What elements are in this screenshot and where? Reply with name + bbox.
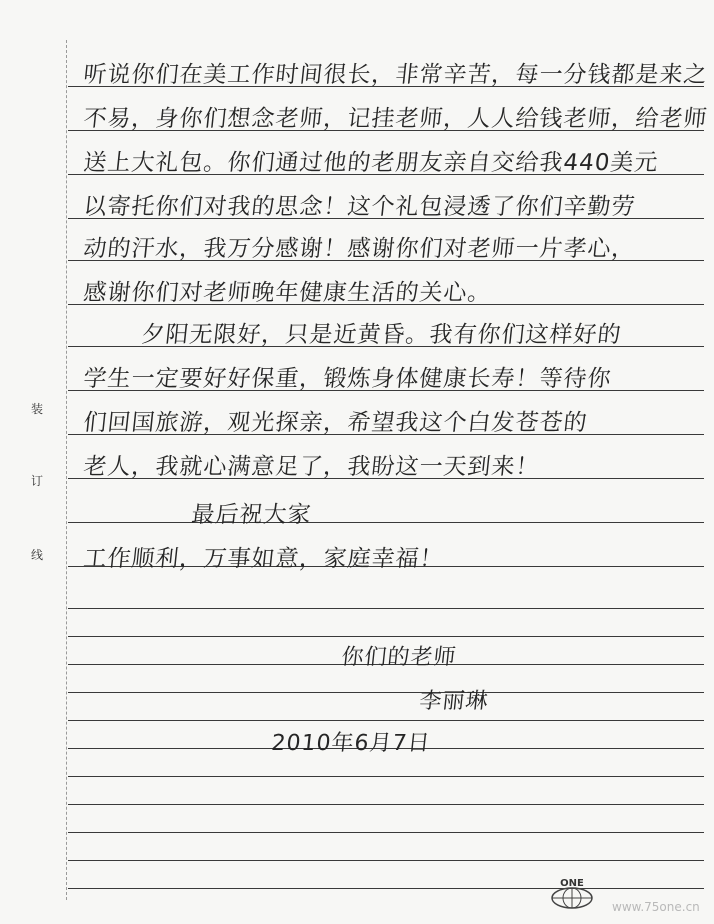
ruled-line — [68, 776, 704, 777]
logo-text: ONE — [560, 878, 584, 889]
ruled-line — [68, 608, 704, 609]
watermark: www.75one.cn — [612, 900, 700, 914]
ruled-line — [68, 522, 704, 523]
letter-line-4: 以寄托你们对我的思念！这个礼包浸透了你们辛勤劳 — [82, 194, 637, 220]
ruled-line — [68, 720, 704, 721]
one-logo-icon — [548, 876, 596, 910]
letter-line-11: 最后祝大家 — [190, 502, 313, 528]
letter-line-5: 动的汗水，我万分感谢！感谢你们对老师一片孝心， — [82, 236, 637, 262]
ruled-line — [68, 804, 704, 805]
ruled-line — [68, 888, 704, 889]
letter-line-2: 不易，身你们想念老师，记挂老师，人人给钱老师，给老师 — [82, 106, 709, 132]
binding-mark-1: 装 — [30, 402, 43, 416]
letter-line-8: 学生一定要好好保重，锻炼身体健康长寿！等待你 — [82, 366, 613, 392]
signature-closing: 你们的老师 — [340, 645, 458, 670]
letter-line-7: 夕阳无限好，只是近黄昏。我有你们这样好的 — [140, 322, 623, 348]
letter-line-3: 送上大礼包。你们通过他的老朋友亲自交给我440美元 — [82, 150, 660, 176]
letter-line-6: 感谢你们对老师晚年健康生活的关心。 — [82, 280, 493, 306]
letter-line-10: 老人，我就心满意足了，我盼这一天到来！ — [82, 454, 541, 480]
ruled-line — [68, 860, 704, 861]
signature-date: 2010年6月7日 — [270, 731, 432, 756]
ruled-line — [68, 832, 704, 833]
signature-name: 李丽琳 — [418, 689, 490, 714]
binding-margin-line — [66, 40, 67, 900]
binding-mark-3: 线 — [30, 548, 43, 562]
letter-line-12: 工作顺利，万事如意，家庭幸福！ — [82, 546, 445, 572]
letter-line-1: 听说你们在美工作时间很长，非常辛苦，每一分钱都是来之 — [82, 62, 709, 88]
ruled-line — [68, 692, 704, 693]
letter-line-9: 们回国旅游，观光探亲，希望我这个白发苍苍的 — [82, 410, 589, 436]
binding-mark-2: 订 — [30, 474, 43, 488]
ruled-line — [68, 636, 704, 637]
